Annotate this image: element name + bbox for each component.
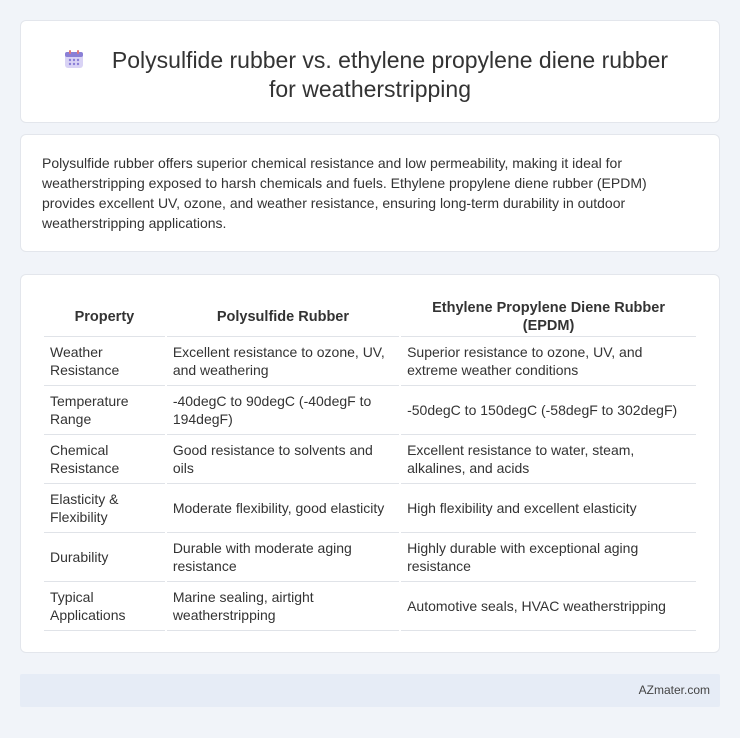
table-row: [44, 337, 696, 386]
table-row: [44, 386, 696, 435]
row-property: Elasticity & Flexibility: [44, 484, 165, 533]
row-polysulfide-value: Marine sealing, airtight weatherstripping: [167, 582, 399, 631]
comparison-table: [42, 297, 698, 631]
header-epdm: Ethylene Propylene Diene Rubber (EPDM): [401, 297, 696, 337]
row-property: Temperature Range: [44, 386, 165, 435]
summary-card: [20, 134, 720, 252]
table-row: [44, 435, 696, 484]
row-epdm-value: Excellent resistance to water, steam, alkalines, and acids: [401, 435, 696, 484]
row-polysulfide-value: Moderate flexibility, good elasticity: [167, 484, 399, 533]
table-row: [44, 533, 696, 582]
row-polysulfide-value: Excellent resistance to ozone, UV, and weathering: [167, 337, 399, 386]
row-epdm-value: Superior resistance to ozone, UV, and extreme weather conditions: [401, 337, 696, 386]
row-polysulfide-value: Good resistance to solvents and oils: [167, 435, 399, 484]
row-polysulfide-value: Durable with moderate aging resistance: [167, 533, 399, 582]
summary-text: Polysulfide rubber offers superior chemical resistance and low permeability, making it ideal for weatherstripping exposed to harsh chemicals and fuels. Ethylene propylene diene rubber (EPDM) provides excellent UV, ozone, and weather resistance, ensuring long-term durability in outdoor weatherstripping applications.: [42, 155, 647, 231]
row-property: Typical Applications: [44, 582, 165, 631]
row-property: Weather Resistance: [44, 337, 165, 386]
row-epdm-value: High flexibility and excellent elasticity: [401, 484, 696, 533]
page-title: [21, 46, 719, 104]
row-property: Chemical Resistance: [44, 435, 165, 484]
footer: [20, 674, 720, 707]
footer-brand-link[interactable]: AZmater.com: [638, 683, 710, 697]
table-row: [44, 484, 696, 533]
header-property: Property: [44, 297, 165, 337]
comparison-card: [20, 274, 720, 653]
row-epdm-value: Highly durable with exceptional aging resistance: [401, 533, 696, 582]
row-epdm-value: -50degC to 150degC (-58degF to 302degF): [401, 386, 696, 435]
header-polysulfide: Polysulfide Rubber: [167, 297, 399, 337]
table-row: [44, 582, 696, 631]
table-header-row: [44, 297, 696, 337]
page-title-line1: Polysulfide rubber vs. ethylene propylene diene rubber: [111, 47, 669, 73]
row-polysulfide-value: -40degC to 90degC (-40degF to 194degF): [167, 386, 399, 435]
page-title-line2: for weatherstripping: [269, 76, 471, 102]
title-card: [20, 20, 720, 123]
row-epdm-value: Automotive seals, HVAC weatherstripping: [401, 582, 696, 631]
row-property: Durability: [44, 533, 165, 582]
